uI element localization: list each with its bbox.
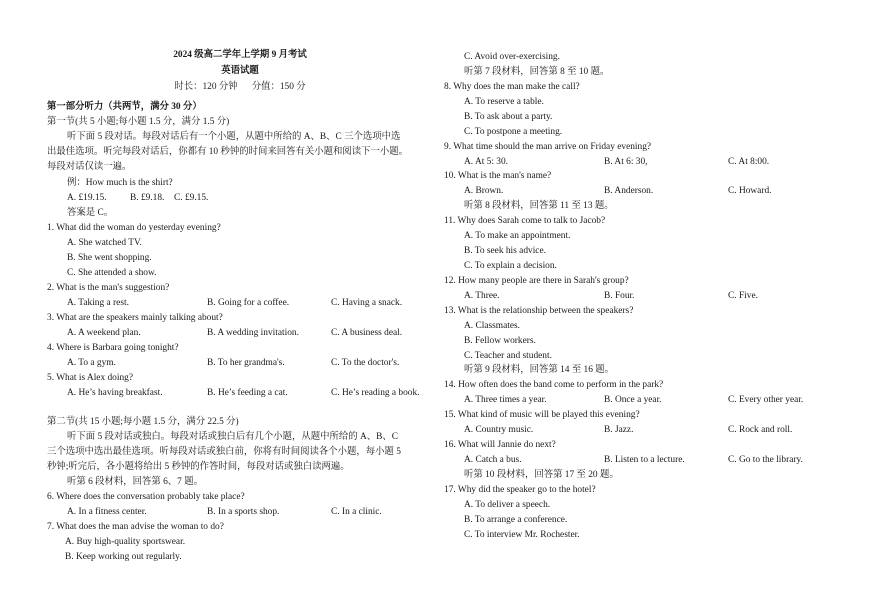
question-option: B. To arrange a conference. xyxy=(464,515,568,525)
section2-instruction-line: 听下面 5 段对话或独白。每段对话或独白后有几个小题，从题中所给的 A、B、C xyxy=(67,432,398,442)
question-stem: 13. What is the relationship between the speakers? xyxy=(444,306,634,316)
question-option: C. Avoid over-exercising. xyxy=(464,52,560,62)
question-stem: 6. Where does the conversation probably take place? xyxy=(47,492,245,502)
question-option: C. Every other year. xyxy=(728,395,804,405)
question-stem: 2. What is the man's suggestion? xyxy=(47,283,170,293)
question-option: B. At 6: 30, xyxy=(604,157,648,167)
question-stem: 7. What does the man advise the woman to do? xyxy=(47,522,224,532)
question-stem: 16. What will Jannie do next? xyxy=(444,440,556,450)
question-option: C. A business deal. xyxy=(331,328,403,338)
part1-title: 第一部分听力（共两节，满分 30 分） xyxy=(47,102,202,112)
question-stem: 1. What did the woman do yesterday evening? xyxy=(47,223,221,233)
question-option: A. Three times a year. xyxy=(464,395,547,405)
question-stem: 14. How often does the band come to perform in the park? xyxy=(444,380,664,390)
question-stem: 5. What is Alex doing? xyxy=(47,373,134,383)
question-stem: 8. Why does the man make the call? xyxy=(444,82,580,92)
question-stem: 4. Where is Barbara going tonight? xyxy=(47,343,179,353)
question-stem: 12. How many people are there in Sarah's group? xyxy=(444,276,629,286)
question-option: C. He’s reading a book. xyxy=(331,388,420,398)
question-option: A. She watched TV. xyxy=(67,238,142,248)
question-option: C. To interview Mr. Rochester. xyxy=(464,530,580,540)
question-stem: 10. What is the man's name? xyxy=(444,171,552,181)
question-option: A. Three. xyxy=(464,291,500,301)
question-option: B. Four. xyxy=(604,291,635,301)
material-heading: 听第 7 段材料，回答第 8 至 10 题。 xyxy=(464,67,610,77)
exam-subject: 英语试题 xyxy=(221,66,259,76)
question-option: A. Country music. xyxy=(464,425,534,435)
question-option: A. To reserve a table. xyxy=(464,97,544,107)
example-option-a: A. £19.15. xyxy=(67,193,107,203)
question-option: B. In a sports shop. xyxy=(207,507,280,517)
question-option: C. To explain a decision. xyxy=(464,261,557,271)
question-option: A. He’s having breakfast. xyxy=(67,388,163,398)
question-option: A. To deliver a speech. xyxy=(464,500,551,510)
question-option: C. To postpone a meeting. xyxy=(464,127,563,137)
section2-instruction-line: 三个选项中选出最佳选项。听每段对话或独白前，你将有时间阅读各个小题，每小题 5 xyxy=(47,447,401,457)
question-option: B. To her grandma's. xyxy=(207,358,285,368)
question-option: A. A weekend plan. xyxy=(67,328,141,338)
question-stem: 9. What time should the man arrive on Friday evening? xyxy=(444,142,652,152)
example-answer: 答案是 C。 xyxy=(67,208,114,218)
question-option: B. Fellow workers. xyxy=(464,336,536,346)
section1-instruction-line: 出最佳选项。听完每段对话后，你都有 10 秒钟的时间来回答有关小题和阅读下一小题。 xyxy=(47,147,408,157)
question-option: A. Buy high-quality sportswear. xyxy=(65,537,186,547)
question-option: A. Catch a bus. xyxy=(464,455,522,465)
question-option: A. Brown. xyxy=(464,186,504,196)
question-option: B. She went shopping. xyxy=(67,253,152,263)
section2-title: 第二节(共 15 小题;每小题 1.5 分，满分 22.5 分) xyxy=(47,417,239,427)
question-option: A. At 5: 30. xyxy=(464,157,509,167)
section2-instruction-line: 秒钟;听完后，各小题将给出 5 秒钟的作答时间，每段对话或独白读两遍。 xyxy=(47,462,350,472)
question-option: C. Go to the library. xyxy=(728,455,803,465)
question-option: C. Teacher and student. xyxy=(464,351,552,361)
question-option: B. Jazz. xyxy=(604,425,634,435)
question-option: B. A wedding invitation. xyxy=(207,328,299,338)
question-option: B. To seek his advice. xyxy=(464,246,546,256)
question-option: C. Five. xyxy=(728,291,758,301)
question-option: C. To the doctor's. xyxy=(331,358,400,368)
question-option: B. Anderson. xyxy=(604,186,654,196)
exam-title: 2024 级高二学年上学期 9 月考试 xyxy=(173,50,307,60)
section1-instruction-line: 听下面 5 段对话。每段对话后有一个小题，从题中所给的 A、B、C 三个选项中选 xyxy=(67,132,401,142)
material-heading: 听第 6 段材料，回答第 6、7 题。 xyxy=(67,477,203,487)
question-option: C. In a clinic. xyxy=(331,507,382,517)
example-option-b: B. £9.18. xyxy=(130,193,165,203)
question-option: C. Howard. xyxy=(728,186,772,196)
question-option: B. To ask about a party. xyxy=(464,112,553,122)
question-option: B. Listen to a lecture. xyxy=(604,455,685,465)
question-option: B. Going for a coffee. xyxy=(207,298,290,308)
question-option: A. To a gym. xyxy=(67,358,116,368)
question-option: A. Taking a rest. xyxy=(67,298,129,308)
question-stem: 11. Why does Sarah come to talk to Jacob? xyxy=(444,216,606,226)
question-option: A. To make an appointment. xyxy=(464,231,571,241)
question-option: A. Classmates. xyxy=(464,321,520,331)
question-option: C. Rock and roll. xyxy=(728,425,793,435)
section1-instruction-line: 每段对话仅读一遍。 xyxy=(47,162,132,172)
question-option: C. She attended a show. xyxy=(67,268,157,278)
exam-time-info: 时长：120 分钟 分值：150 分 xyxy=(174,82,306,92)
question-option: B. Keep working out regularly. xyxy=(65,552,182,562)
example-option-c: C. £9.15. xyxy=(174,193,209,203)
question-stem: 3. What are the speakers mainly talking about? xyxy=(47,313,223,323)
question-option: B. Once a year. xyxy=(604,395,662,405)
question-stem: 17. Why did the speaker go to the hotel? xyxy=(444,485,596,495)
material-heading: 听第 8 段材料，回答第 11 至 13 题。 xyxy=(464,201,614,211)
question-option: A. In a fitness center. xyxy=(67,507,147,517)
section1-title: 第一节(共 5 小题;每小题 1.5 分，满分 1.5 分) xyxy=(47,117,230,127)
question-option: B. He’s feeding a cat. xyxy=(207,388,288,398)
question-option: C. Having a snack. xyxy=(331,298,403,308)
question-stem: 15. What kind of music will be played this evening? xyxy=(444,410,640,420)
question-option: C. At 8:00. xyxy=(728,157,770,167)
material-heading: 听第 10 段材料，回答第 17 至 20 题。 xyxy=(464,470,619,480)
material-heading: 听第 9 段材料，回答第 14 至 16 题。 xyxy=(464,365,615,375)
example-question: 例：How much is the shirt? xyxy=(67,178,173,188)
